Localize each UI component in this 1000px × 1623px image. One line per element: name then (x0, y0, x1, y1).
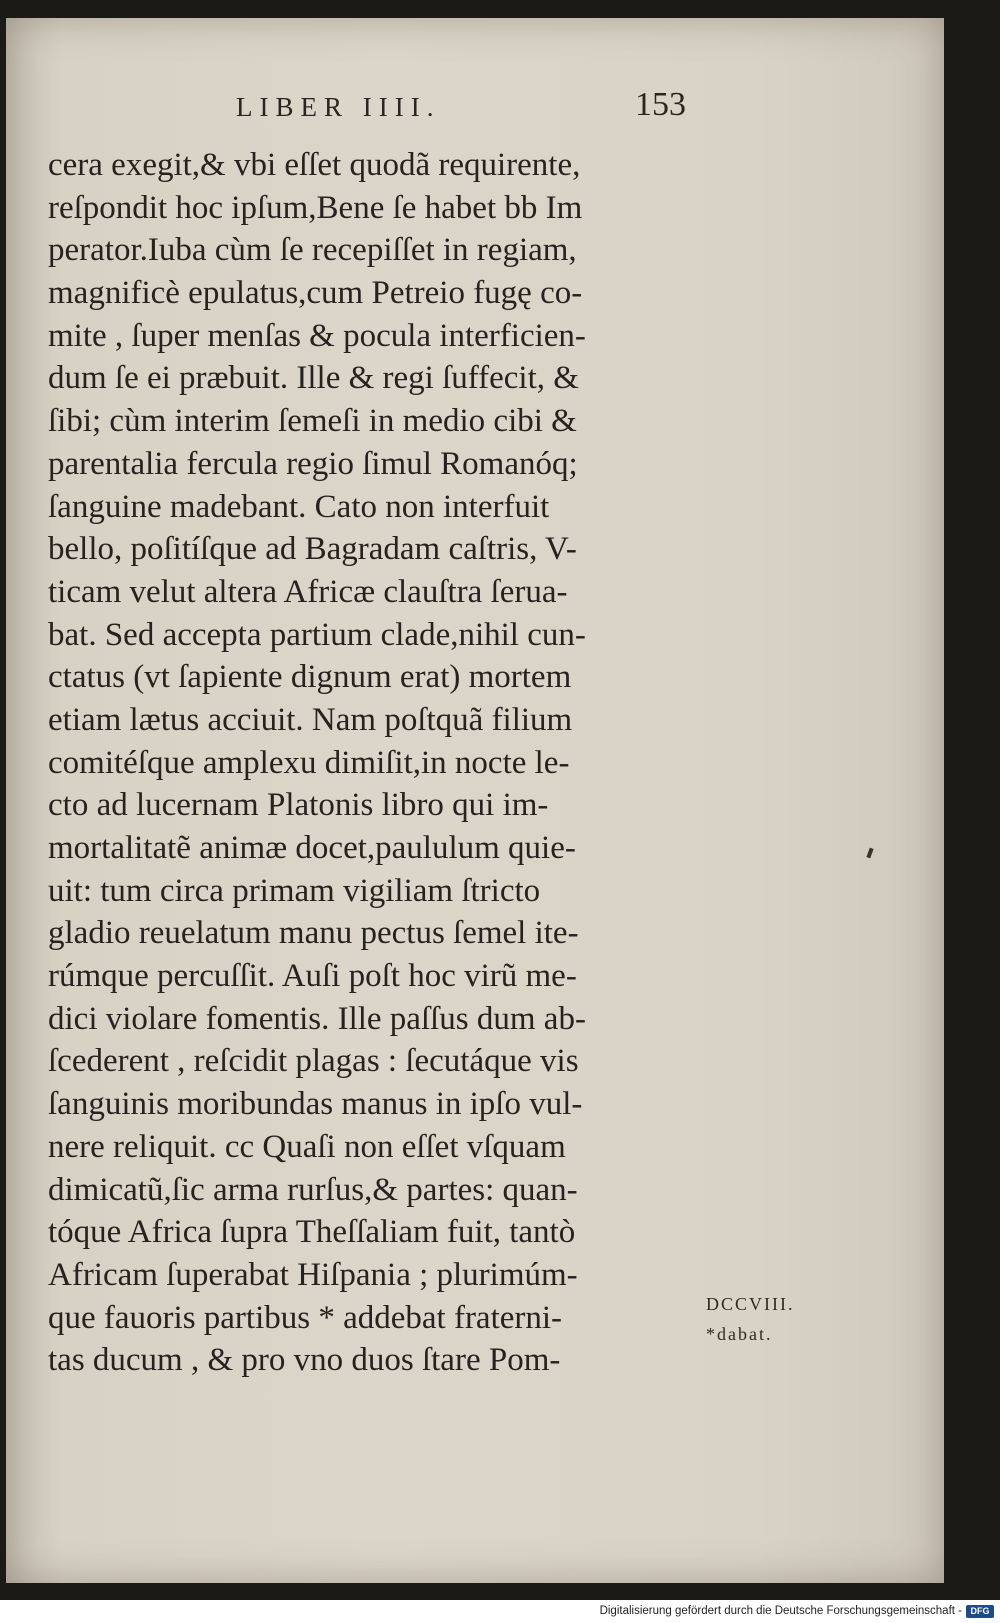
text-line: ſibi; cùm interim ſemeſi in medio cibi & (48, 403, 577, 440)
text-line: ſcederent , reſcidit plagas : ſecutáque vis (48, 1043, 579, 1080)
text-line: cera exegit,& vbi eſſet quodã requirente, (48, 147, 581, 183)
dfg-logo-icon: DFG (966, 1605, 994, 1618)
text-line: gladio reuelatum manu pectus ſemel ite- (48, 915, 579, 952)
text-line: perator.Iuba cùm ſe recepiſſet in regiam, (48, 232, 577, 269)
margin-note-numeral: DCCVIII. (706, 1294, 795, 1314)
text-line: que fauoris partibus * addebat fraterni- (48, 1299, 563, 1336)
text-line: mite , ſuper menſas & pocula interficien- (48, 317, 586, 354)
text-line: dimicatũ,ſic arma rurſus,& partes: quan- (48, 1171, 578, 1208)
text-line: ctatus (vt ſapiente dignum erat) mortem (48, 659, 572, 696)
text-line: mortalitatẽ animæ docet,paululum quie- (48, 830, 576, 866)
text-line: ſanguinis moribundas manus in ipſo vul- (48, 1086, 583, 1123)
footer-credit: Digitalisierung gefördert durch die Deutsche Forschungsgemeinschaft - (599, 1605, 962, 1617)
text-line: etiam lætus acciuit. Nam poſtquã filium (48, 701, 573, 738)
text-line: bello, poſitíſque ad Bagradam caſtris, V- (48, 531, 577, 568)
text-line: cto ad lucernam Platonis libro qui im- (48, 787, 549, 824)
ink-mark (866, 848, 873, 859)
text-line: reſpondit hoc ipſum,Bene ſe habet bb Im (48, 189, 583, 226)
text-line: tóque Africa ſupra Theſſaliam fuit, tantò (48, 1214, 576, 1251)
text-line: tas ducum , & pro vno duos ſtare Pom- (48, 1342, 561, 1379)
text-line: bat. Sed accepta partium clade,nihil cun- (48, 616, 586, 653)
margin-note-variant: *dabat. (706, 1324, 773, 1344)
text-line: ticam velut altera Africæ clauſtra ſerua- (48, 573, 568, 610)
running-head (236, 86, 686, 126)
text-line: magnificè epulatus,cum Petreio fugę co- (48, 275, 583, 312)
body-text (48, 144, 708, 1382)
text-line: comitéſque amplexu dimiſit,in nocte le- (48, 744, 570, 781)
text-line: dici violare fomentis. Ille paſſus dum ab- (48, 1000, 586, 1037)
text-line: uit: tum circa primam vigiliam ſtricto (48, 872, 541, 909)
digitization-footer (0, 1600, 1000, 1623)
text-line: nere reliquit. cc Quaſi non eſſet vſquam (48, 1128, 566, 1165)
text-line: dum ſe ei præbuit. Ille & regi ſuffecit, & (48, 360, 579, 397)
text-line: ſanguine madebant. Cato non interfuit (48, 488, 550, 525)
text-line: rúmque percuſſit. Auſi poſt hoc virũ me- (48, 958, 577, 995)
running-title: LIBER IIII. (236, 92, 441, 122)
text-line: parentalia fercula regio ſimul Romanóq; (48, 445, 578, 482)
page-number: 153 (635, 86, 686, 123)
book-page (6, 18, 944, 1583)
text-line: Africam ſuperabat Hiſpania ; plurimúm- (48, 1256, 578, 1293)
